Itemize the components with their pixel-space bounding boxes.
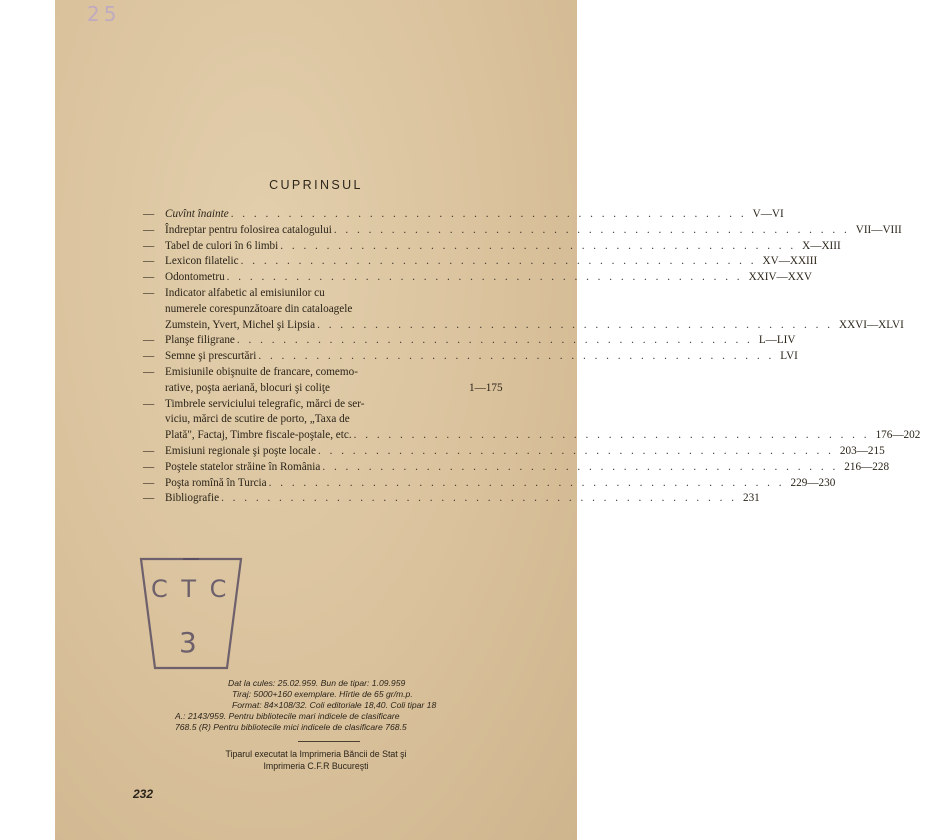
page-title: CUPRINSUL — [269, 178, 363, 192]
toc-entry — [143, 207, 784, 223]
toc-dash: — — [143, 476, 155, 489]
toc-entry-text: Plată", Factaj, Timbre fiscale-poştale, etc. — [165, 429, 352, 442]
imprint-line: A.: 2143/959. Pentru bibliotecile mari indicele de clasificare — [175, 711, 400, 721]
divider — [298, 741, 360, 742]
toc-entry — [143, 476, 836, 492]
toc-page-range: 216—228 — [844, 460, 890, 473]
toc-entry-text: Planşe filigrane — [165, 334, 235, 347]
toc-entry — [143, 365, 543, 397]
toc-entry — [143, 333, 796, 349]
dot-leader — [225, 270, 745, 286]
toc-page-range: XXVI—XLVI — [839, 318, 904, 331]
toc-dash: — — [143, 365, 155, 378]
toc-entry-text: numerele corespunzătoare din cataloagele — [165, 302, 353, 315]
toc-entry-text: Poştele statelor străine în România — [165, 460, 321, 473]
toc-entry-text: Emisiunile obişnuite de francare, comemo- — [165, 365, 358, 378]
toc-entry — [143, 254, 818, 270]
toc-entry-text: Emisiuni regionale şi poşte locale — [165, 444, 316, 457]
toc-entry-text: Bibliografie — [165, 492, 220, 505]
toc-dash: — — [143, 492, 155, 505]
toc-entry-text: Tabel de culori în 6 limbi — [165, 239, 279, 252]
imprint-line: Tiraj: 5000+160 exemplare. Hîrtie de 65 gr/m.p. — [232, 689, 413, 699]
toc-entry-text: Poşta romînă în Turcia — [165, 476, 267, 489]
toc-dash: — — [143, 255, 155, 268]
toc-entry — [143, 286, 904, 333]
page-number: 232 — [133, 787, 154, 801]
toc-entry-text: Timbrele serviciului telegrafic, mărci de ser- — [165, 397, 365, 410]
toc-page-range: X—XIII — [802, 239, 841, 252]
toc-page-range: 176—202 — [875, 429, 921, 442]
toc-page-range: L—LIV — [758, 334, 796, 347]
dot-leader — [320, 460, 840, 476]
toc-entry-text: Odontometru — [165, 271, 225, 284]
stamp-letters: C T C — [151, 575, 230, 603]
imprint-line: 768.5 (R) Pentru bibliotecile mici indicele de clasificare 768.5 — [175, 722, 407, 732]
imprint-line: Dat la cules: 25.02.959. Bun de tipar: 1.09.959 — [228, 678, 406, 688]
toc-dash: — — [143, 460, 155, 473]
imprint-line: Format: 84×108/32. Coli editoriale 18,40. Coli tipar 18 — [232, 700, 437, 710]
toc-page-range: 229—230 — [790, 476, 836, 489]
toc-entry — [143, 239, 841, 255]
toc-page-range: 231 — [742, 492, 760, 505]
toc-entry-text: rative, poşta aeriană, blocuri şi coliţe — [165, 381, 330, 394]
toc-entry — [143, 397, 921, 444]
printer-info — [55, 748, 577, 772]
toc-entry-text: viciu, mărci de scutire de porto, „Taxa de — [165, 413, 350, 426]
toc-dash: — — [143, 334, 155, 347]
printer-line: Imprimeria C.F.R Bucureşti — [263, 761, 369, 771]
dot-leader — [239, 254, 759, 270]
dot-leader — [267, 476, 787, 492]
toc-entry-text: Indicator alfabetic al emisiunilor cu — [165, 286, 325, 299]
dot-leader — [352, 428, 872, 444]
toc-dash: — — [143, 286, 155, 299]
dot-leader — [315, 318, 835, 334]
toc-entry-text: Îndreptar pentru folosirea catalogului — [165, 223, 332, 236]
toc-page-range: LVI — [780, 350, 798, 363]
toc-dash: — — [143, 208, 155, 220]
book-page — [55, 0, 921, 840]
toc-entry — [143, 491, 760, 507]
toc-dash: — — [143, 397, 155, 410]
toc-page-range: XXIV—XXV — [748, 271, 812, 284]
toc-entry — [143, 460, 890, 476]
toc-dash: — — [143, 444, 155, 457]
dot-leader — [256, 349, 776, 365]
toc-page-range: 1—175 — [469, 381, 503, 394]
toc-entry — [143, 349, 798, 365]
pencil-mark: 25 — [87, 2, 121, 26]
toc-entry — [143, 223, 902, 239]
toc-entry-text: Zumstein, Yvert, Michel şi Lipsia — [165, 318, 316, 331]
toc-page-range: 203—215 — [839, 444, 885, 457]
imprint-block — [55, 678, 577, 733]
toc-dash: — — [143, 239, 155, 252]
toc-entry — [143, 270, 812, 286]
toc-entry-text: Semne şi prescurtări — [165, 350, 257, 363]
toc-entry — [143, 444, 885, 460]
toc-dash: — — [143, 271, 155, 284]
dot-leader — [219, 491, 739, 507]
toc-page-range: VII—VIII — [855, 223, 902, 236]
toc-page-range: V—VI — [752, 208, 784, 220]
toc-entry-text: Lexicon filatelic — [165, 255, 239, 268]
dot-leader — [235, 333, 755, 349]
toc-entry-text: Cuvînt înainte — [165, 208, 229, 220]
stamp-number: 3 — [179, 626, 197, 659]
table-of-contents — [143, 207, 921, 507]
toc-page-range: XV—XXIII — [762, 255, 818, 268]
dot-leader — [332, 223, 852, 239]
dot-leader — [229, 207, 749, 223]
toc-dash: — — [143, 350, 155, 363]
printer-line: Tiparul executat la Imprimeria Băncii de Stat şi — [225, 749, 407, 759]
dot-leader — [278, 239, 798, 255]
toc-dash: — — [143, 223, 155, 236]
dot-leader — [316, 444, 836, 460]
